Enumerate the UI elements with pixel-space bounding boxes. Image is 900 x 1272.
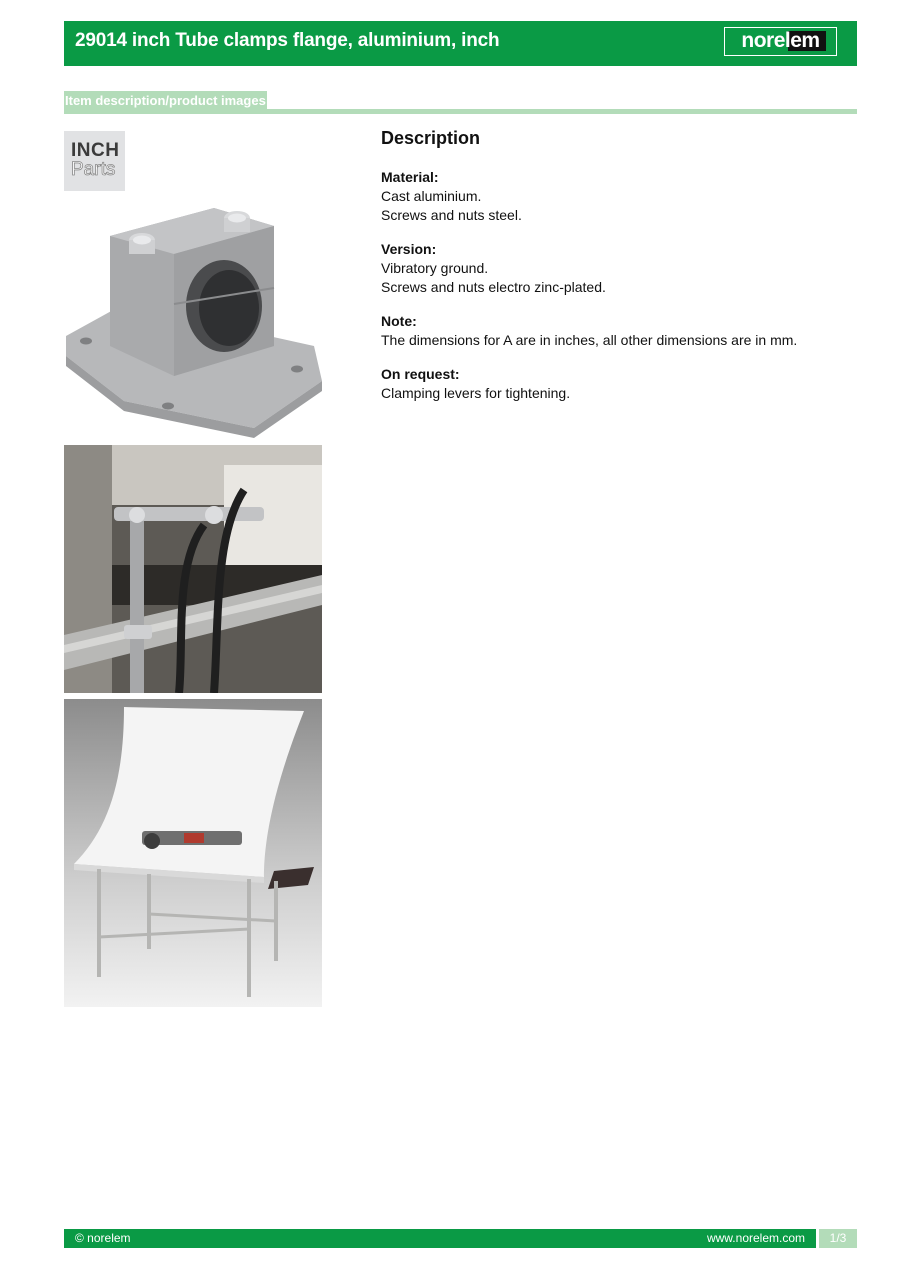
on-request-heading: On request: xyxy=(381,366,460,382)
version-line: Screws and nuts electro zinc-plated. xyxy=(381,279,606,295)
description-panel xyxy=(381,128,851,418)
note-line: The dimensions for A are in inches, all other dimensions are in mm. xyxy=(381,332,798,348)
description-title: Description xyxy=(381,128,481,148)
section-label: Item description/product images xyxy=(65,93,266,108)
logo-text: norelem xyxy=(741,29,820,52)
on-request-block xyxy=(381,365,851,403)
tube-clamp-flange-photo xyxy=(64,196,322,440)
material-block xyxy=(381,168,851,225)
website-link[interactable]: www.norelem.com xyxy=(706,1231,805,1245)
norelem-logo xyxy=(724,27,837,56)
application-photo-machine xyxy=(64,445,322,693)
note-block xyxy=(381,312,851,350)
page-header xyxy=(64,21,857,66)
badge-line-2: Parts xyxy=(71,159,116,180)
version-line: Vibratory ground. xyxy=(381,260,489,276)
badge-line-1: INCH xyxy=(71,140,120,161)
version-block xyxy=(381,240,851,297)
page-number: 1/3 xyxy=(819,1229,857,1248)
page-title: 29014 inch Tube clamps flange, aluminium, inch xyxy=(75,30,500,51)
material-heading: Material: xyxy=(381,169,439,185)
version-heading: Version: xyxy=(381,241,437,257)
page-footer xyxy=(64,1229,816,1248)
inch-parts-badge xyxy=(64,131,125,191)
material-line: Screws and nuts steel. xyxy=(381,207,522,223)
note-heading: Note: xyxy=(381,313,417,329)
on-request-line: Clamping levers for tightening. xyxy=(381,385,571,401)
application-photo-table xyxy=(64,699,322,1007)
material-line: Cast aluminium. xyxy=(381,188,482,204)
copyright-text: © norelem xyxy=(75,1231,131,1245)
